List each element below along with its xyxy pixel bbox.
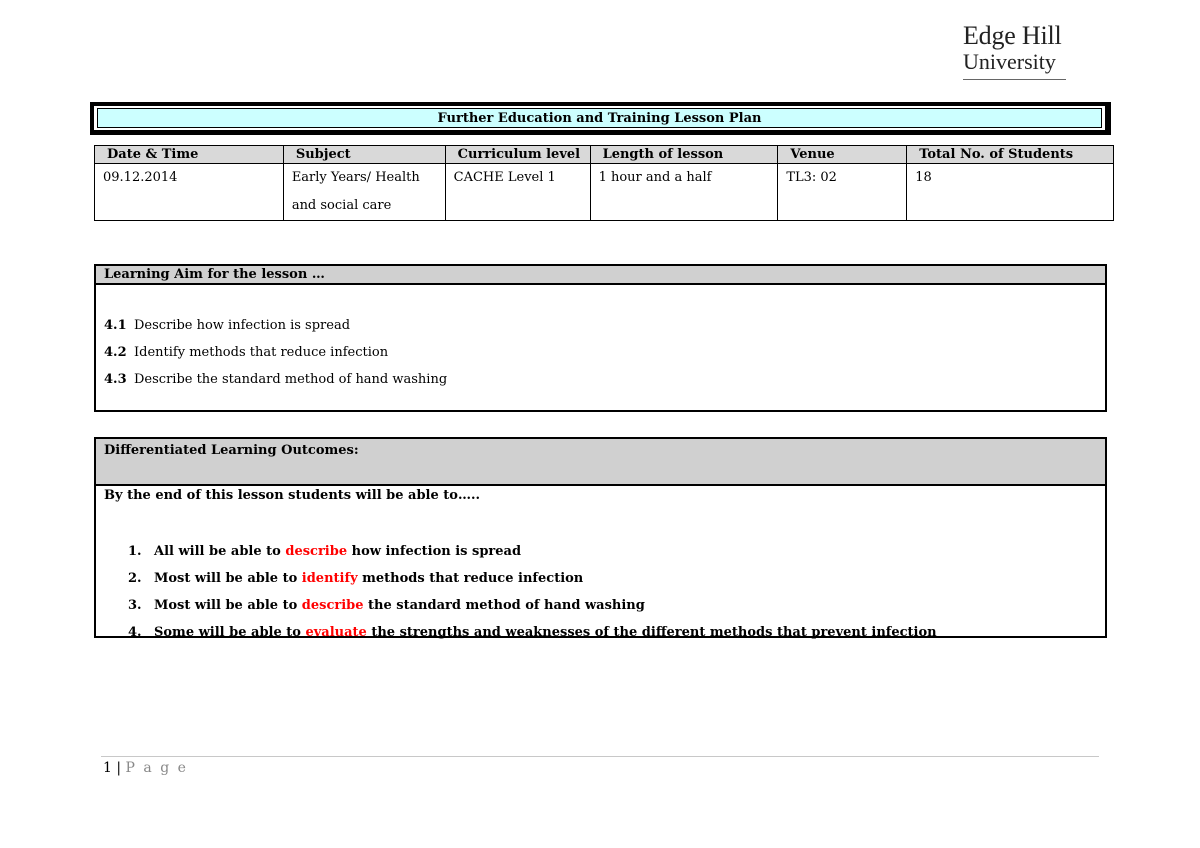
aim-number: 4.2 bbox=[104, 345, 127, 360]
value-date-time: 09.12.2014 bbox=[95, 164, 284, 221]
lesson-plan-title: Further Education and Training Lesson Plan bbox=[97, 108, 1102, 128]
logo-line-1: Edge Hill bbox=[963, 21, 1062, 50]
header-venue: Venue bbox=[778, 146, 907, 164]
outcome-verb: identify bbox=[301, 571, 358, 586]
edge-hill-logo bbox=[963, 22, 1067, 80]
aim-text: Describe the standard method of hand washing bbox=[134, 372, 448, 387]
value-length-of-lesson: 1 hour and a half bbox=[590, 164, 778, 221]
outcome-verb: describe bbox=[285, 544, 348, 559]
outcome-post: the strengths and weaknesses of the different methods that prevent infection bbox=[366, 625, 937, 640]
value-subject: Early Years/ Health and social care bbox=[283, 164, 445, 221]
lesson-info-table bbox=[94, 145, 1114, 221]
learning-outcomes-box bbox=[94, 437, 1107, 638]
outcome-item bbox=[128, 538, 1105, 565]
value-total-students: 18 bbox=[907, 164, 1114, 221]
outcome-number: 2. bbox=[128, 571, 142, 586]
learning-aim-heading: Learning Aim for the lesson … bbox=[96, 266, 1105, 285]
learning-outcomes-heading: Differentiated Learning Outcomes: bbox=[96, 439, 1105, 486]
outcome-pre: Most will be able to bbox=[154, 571, 302, 586]
learning-aim-item bbox=[104, 339, 1105, 366]
learning-outcomes-list bbox=[96, 506, 1105, 646]
learning-aim-item bbox=[104, 312, 1105, 339]
lesson-info-header-row bbox=[95, 146, 1114, 164]
aim-text: Describe how infection is spread bbox=[134, 318, 351, 333]
outcome-item bbox=[128, 619, 1105, 646]
learning-aim-box bbox=[94, 264, 1107, 412]
outcome-pre: All will be able to bbox=[154, 544, 286, 559]
learning-aim-list bbox=[96, 285, 1105, 393]
value-curriculum-level: CACHE Level 1 bbox=[445, 164, 590, 221]
aim-text: Identify methods that reduce infection bbox=[134, 345, 389, 360]
outcome-item bbox=[128, 592, 1105, 619]
footer-divider bbox=[101, 756, 1099, 757]
outcome-post: the standard method of hand washing bbox=[363, 598, 645, 613]
page-footer bbox=[103, 760, 188, 776]
outcome-post: methods that reduce infection bbox=[357, 571, 584, 586]
outcome-verb: evaluate bbox=[305, 625, 367, 640]
learning-aim-item bbox=[104, 366, 1105, 393]
outcome-number: 3. bbox=[128, 598, 142, 613]
header-total-students: Total No. of Students bbox=[907, 146, 1114, 164]
outcome-pre: Some will be able to bbox=[154, 625, 306, 640]
outcome-number: 1. bbox=[128, 544, 142, 559]
page-number: 1 bbox=[103, 760, 112, 776]
outcome-post: how infection is spread bbox=[347, 544, 522, 559]
outcome-verb: describe bbox=[301, 598, 364, 613]
outcome-number: 4. bbox=[128, 625, 142, 640]
lesson-info-value-row bbox=[95, 164, 1114, 221]
value-venue: TL3: 02 bbox=[778, 164, 907, 221]
lesson-plan-title-box bbox=[90, 102, 1111, 135]
header-length-of-lesson: Length of lesson bbox=[590, 146, 778, 164]
header-date-time: Date & Time bbox=[95, 146, 284, 164]
header-subject: Subject bbox=[283, 146, 445, 164]
page-label: P a g e bbox=[125, 760, 188, 776]
learning-outcomes-intro: By the end of this lesson students will be able to….. bbox=[104, 488, 481, 503]
header-curriculum-level: Curriculum level bbox=[445, 146, 590, 164]
outcome-pre: Most will be able to bbox=[154, 598, 302, 613]
aim-number: 4.1 bbox=[104, 318, 127, 333]
outcome-item bbox=[128, 565, 1105, 592]
logo-line-2: University bbox=[963, 49, 1056, 74]
page-separator: | bbox=[116, 760, 122, 776]
logo-rule bbox=[963, 79, 1066, 80]
aim-number: 4.3 bbox=[104, 372, 127, 387]
